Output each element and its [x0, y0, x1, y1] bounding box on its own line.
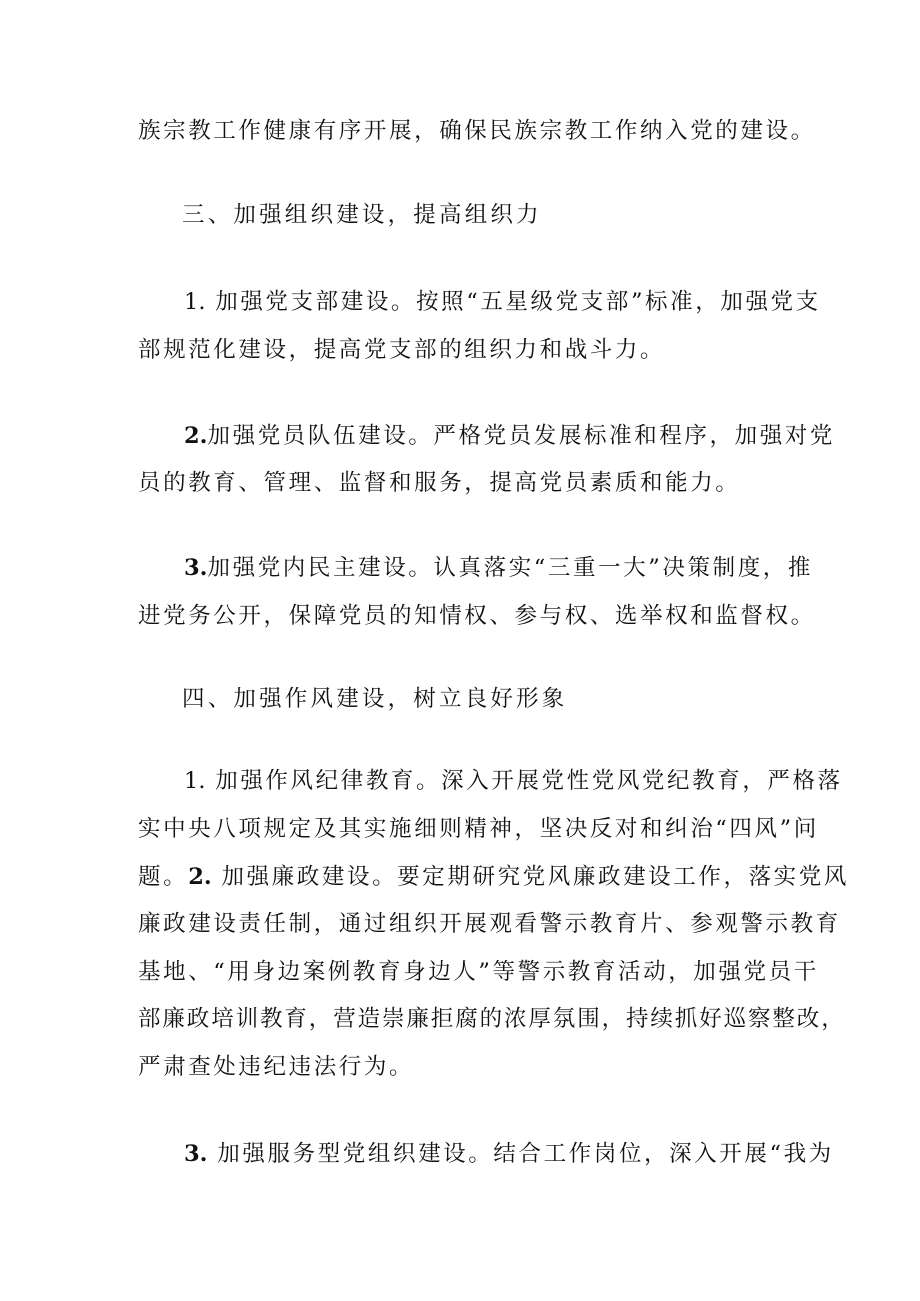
- paragraph-line: [184, 419, 836, 453]
- section-heading-4: 四、加强作风建设，树立良好形象: [182, 686, 568, 712]
- item-number: 2.: [184, 423, 208, 449]
- item-number: 1.: [184, 289, 206, 315]
- paragraph-line: 实中央八项规定及其实施细则精神，坚决反对和纠治“四风”问: [138, 816, 819, 842]
- paragraph-text: 加强党支部建设。按照“五星级党支部”标准，加强党支: [215, 289, 821, 315]
- paragraph-text: 加强廉政建设。要定期研究党风廉政建设工作，落实党风: [221, 864, 849, 890]
- paragraph-text: 题。: [138, 864, 189, 890]
- paragraph-text: 加强作风纪律教育。深入开展党性党风党纪教育，严格落: [215, 768, 843, 794]
- paragraph-line: [184, 551, 814, 585]
- section-heading-3: 三、加强组织建设，提高组织力: [182, 202, 542, 228]
- paragraph-line: [184, 285, 821, 319]
- paragraph-line: 基地、“用身边案例教育身边人”等警示教育活动，加强党员干: [138, 959, 819, 985]
- paragraph-text: 加强党员队伍建设。严格党员发展标准和程序，加强对党: [207, 423, 836, 449]
- paragraph-line: 廉政建设责任制，通过组织开展观看警示教育片、参观警示教育: [138, 911, 841, 937]
- paragraph-line: 族宗教工作健康有序开展，确保民族宗教工作纳入党的建设。: [138, 118, 816, 144]
- paragraph-line: 员的教育、管理、监督和服务，提高党员素质和能力。: [138, 470, 741, 496]
- paragraph-line: [184, 764, 843, 798]
- item-number: 1.: [184, 768, 206, 794]
- item-number: 3.: [184, 1141, 208, 1167]
- paragraph-line: 进党务公开，保障党员的知情权、参与权、选举权和监督权。: [138, 603, 816, 629]
- paragraph-line: 部廉政培训教育，营造崇廉拒腐的浓厚氛围，持续抓好巡察整改，: [138, 1006, 846, 1032]
- paragraph-line: [184, 1137, 834, 1171]
- item-number: 2.: [188, 864, 212, 890]
- item-number: 3.: [184, 555, 208, 581]
- paragraph-line: 严肃查处违纪违法行为。: [138, 1054, 415, 1080]
- paragraph-line: [138, 860, 849, 894]
- paragraph-line: 部规范化建设，提高党支部的组织力和战斗力。: [138, 337, 666, 363]
- paragraph-text: 加强服务型党组织建设。结合工作岗位，深入开展“我为: [217, 1141, 834, 1167]
- paragraph-text: 加强党内民主建设。认真落实“三重一大”决策制度，推: [207, 555, 814, 581]
